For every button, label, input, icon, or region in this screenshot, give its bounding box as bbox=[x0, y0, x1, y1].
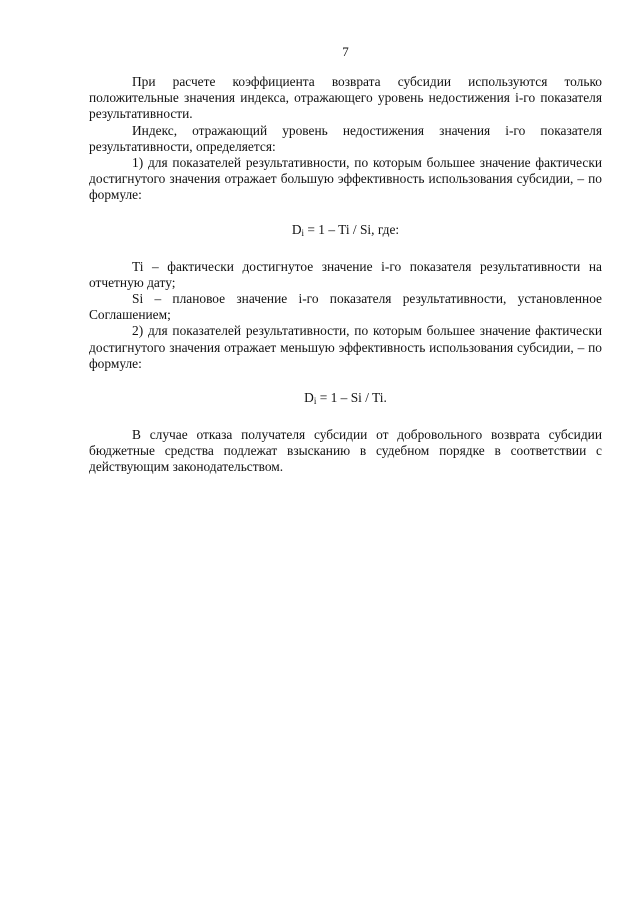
formula-2-rhs: = 1 – Si / Ti. bbox=[316, 390, 387, 406]
formula-1 bbox=[89, 222, 602, 241]
formula-1-rhs: = 1 – Ti / Si, где: bbox=[304, 221, 400, 237]
paragraph-refusal: В случае отказа получателя субсидии от добровольного возврата субсидии бюджетные средства подлежат взысканию в судебном порядке в соответствии с действующим законодательством. bbox=[89, 427, 602, 475]
paragraph-positive-values: При расчете коэффициента возврата субсидии используются только положительные значения индекса, отражающего уровень недостижения i-го показателя результативности. bbox=[89, 74, 602, 122]
paragraph-ti-definition: Ti – фактически достигнутое значение i-го показателя результативности на отчетную дату; bbox=[89, 258, 602, 290]
paragraph-si-definition: Si – плановое значение i-го показателя результативности, установленное Соглашением; bbox=[89, 291, 602, 323]
page-number: 7 bbox=[342, 44, 349, 59]
formula-2-lhs: D bbox=[304, 390, 314, 406]
paragraph-index-definition: Индекс, отражающий уровень недостижения значения i-го показателя результативности, определяется: bbox=[89, 122, 602, 154]
paragraph-case-2: 2) для показателей результативности, по которым большее значение фактически достигнутого значения отражает меньшую эффективность использования субсидии, – по формуле: bbox=[89, 323, 602, 371]
formula-1-subscript: i bbox=[301, 227, 305, 238]
formula-2 bbox=[89, 390, 602, 409]
paragraph-case-1: 1) для показателей результативности, по которым большее значение фактически достигнутого значения отражает большую эффективность использования субсидии, – по формуле: bbox=[89, 155, 602, 203]
formula-1-lhs: D bbox=[291, 221, 302, 237]
formula-2-subscript: i bbox=[313, 396, 317, 407]
